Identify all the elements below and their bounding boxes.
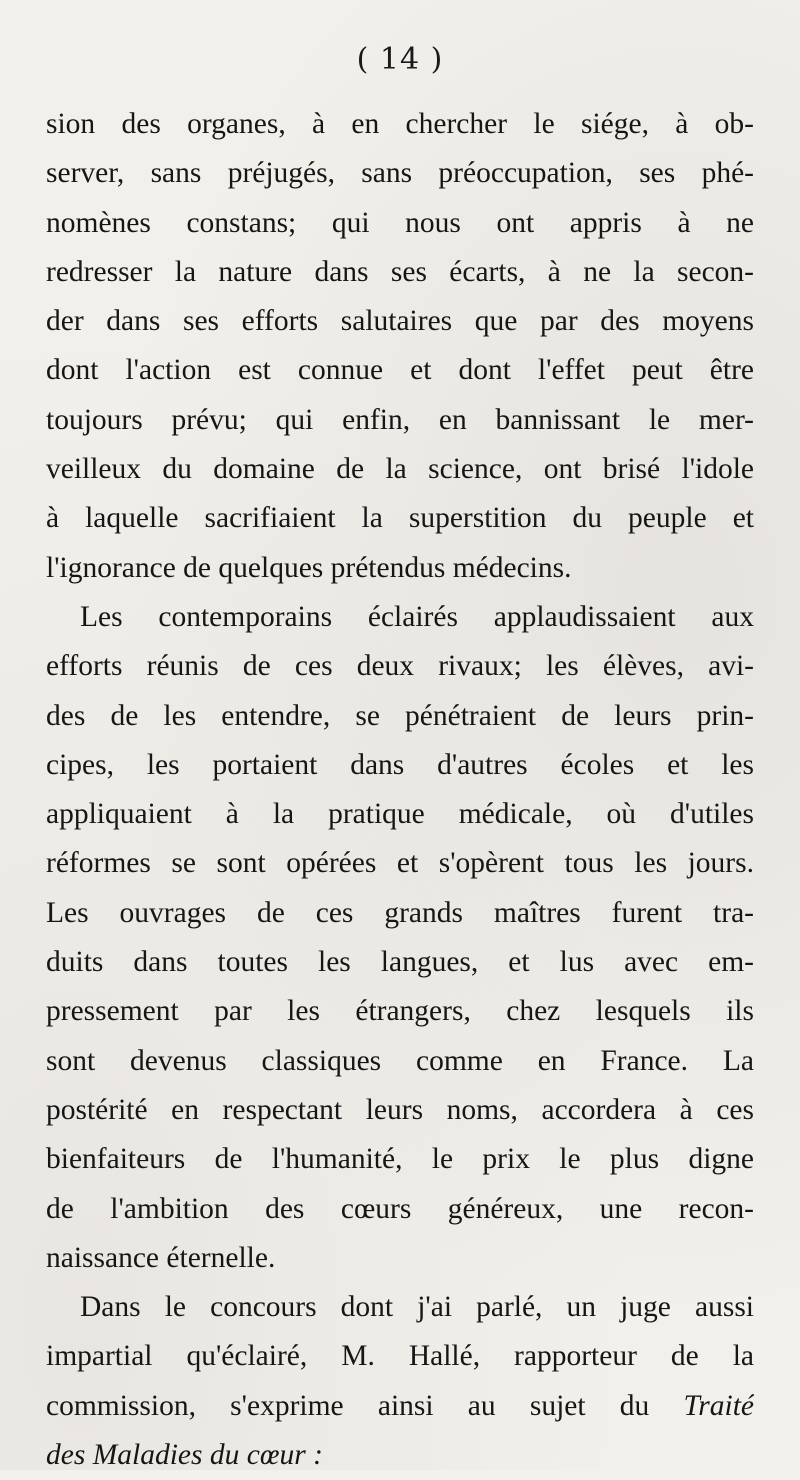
text-line: réformes se sont opérées et s'opèrent tous les jours. — [46, 847, 754, 880]
text-line: sion des organes, à en chercher le siége, à ob- — [46, 108, 754, 140]
text-line: der dans ses efforts salutaires que par des moyens — [46, 305, 754, 338]
text-line: bienfaiteurs de l'humanité, le prix le plus digne — [46, 1143, 754, 1176]
text-line: de l'ambition des cœurs généreux, une recon- — [46, 1192, 754, 1225]
text-line: redresser la nature dans ses écarts, à ne la secon- — [46, 255, 754, 288]
text-line: Les ouvrages de ces grands maîtres furent tra- — [46, 896, 754, 929]
text-line: à laquelle sacrifiaient la superstition du peuple et — [46, 502, 754, 535]
text-line: server, sans préjugés, sans préoccupation, ses phé- — [46, 157, 754, 190]
text-line: veilleux du domaine de la science, ont brisé l'idole — [46, 453, 754, 486]
text-line: naissance éternelle. — [46, 1241, 276, 1274]
text-line: pressement par les étrangers, chez lesquels ils — [46, 995, 754, 1028]
text-line: appliquaient à la pratique médicale, où d'utiles — [46, 798, 754, 831]
italic-title-line: des Maladies du cœur : — [46, 1439, 323, 1472]
text-line: Dans le concours dont j'ai parlé, un juge aussi — [80, 1291, 754, 1324]
text-line — [46, 1382, 754, 1431]
italic-title-word: Traité — [683, 1389, 754, 1422]
text-line: postérité en respectant leurs noms, accordera à ces — [46, 1093, 754, 1126]
text-line: des de les entendre, se pénétraient de leurs prin- — [46, 699, 754, 732]
text-line: sont devenus classiques comme en France. La — [46, 1044, 754, 1077]
text-line: Les contemporains éclairés applaudissaient aux — [80, 600, 754, 633]
page-number: ( 14 ) — [356, 42, 444, 77]
text-line: duits dans toutes les langues, et lus avec em- — [46, 946, 754, 979]
text-line: efforts réunis de ces deux rivaux; les élèves, avi- — [46, 650, 754, 683]
text-line: l'ignorance de quelques prétendus médecins. — [46, 551, 572, 584]
text-line: cipes, les portaient dans d'autres écoles et les — [46, 748, 754, 781]
text-line-roman: commission, s'exprime ainsi au sujet du — [46, 1389, 650, 1422]
text-line: dont l'action est connue et dont l'effet peut être — [46, 354, 754, 387]
body-text — [46, 100, 754, 1480]
text-line: toujours prévu; qui enfin, en bannissant le mer- — [46, 403, 754, 436]
text-line: impartial qu'éclairé, M. Hallé, rapporteur de la — [46, 1340, 754, 1373]
text-line: nomènes constans; qui nous ont appris à ne — [46, 206, 754, 239]
